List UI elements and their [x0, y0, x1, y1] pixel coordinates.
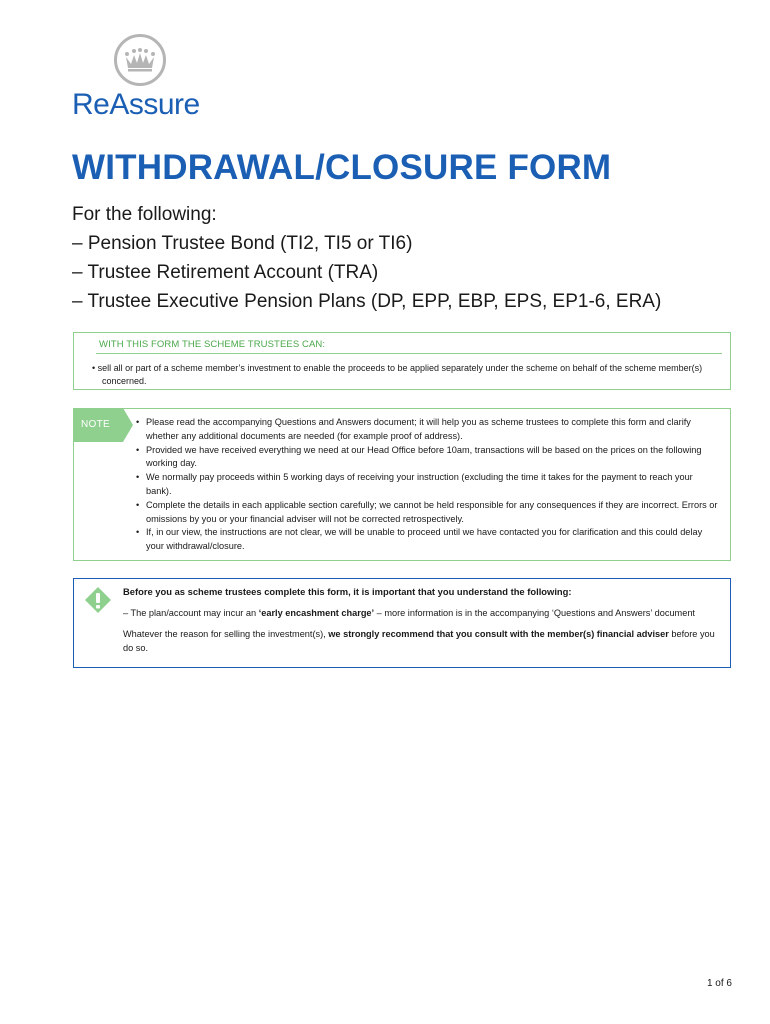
- warning-box: [73, 578, 731, 668]
- note-box: [73, 408, 731, 561]
- page-number: 1 of 6: [706, 978, 732, 989]
- note-item: • We normally pay proceeds within 5 working days of receiving your instruction (excluding the time it takes for the payment to reach your bank).: [134, 471, 720, 499]
- warning-advice: [123, 628, 718, 655]
- warning-charge-suffix: – more information is in the accompanying ‘Questions and Answers’ document: [374, 607, 695, 618]
- note-item: • If, in our view, the instructions are not clear, we will be unable to proceed until we have contacted you for clarification and this could delay your withdrawal/closure.: [134, 526, 720, 554]
- note-list: [134, 416, 720, 554]
- warning-advice-suffix: before you do so.: [123, 629, 715, 653]
- trustees-box-item: • sell all or part of a scheme member’s investment to enable the proceeds to be applied separately under the scheme on behalf of the scheme member(s) concerned.: [92, 363, 703, 386]
- warning-charge-prefix: – The plan/account may incur an: [123, 607, 259, 618]
- trustees-can-box: [73, 332, 731, 390]
- warning-charge-bold: ‘early encashment charge’: [258, 607, 375, 618]
- warning-content: [123, 585, 718, 655]
- note-item: • Provided we have received everything we need at our Head Office before 10am, transactions will be based on the prices on the following working day.: [134, 444, 720, 472]
- note-tab: [73, 408, 123, 442]
- product-item: – Pension Trustee Bond (TI2, TI5 or TI6): [72, 233, 413, 254]
- trustees-box-heading: WITH THIS FORM THE SCHEME TRUSTEES CAN:: [99, 339, 326, 350]
- note-label: NOTE: [81, 419, 110, 430]
- exclamation-icon: [85, 587, 111, 613]
- note-item: • Please read the accompanying Questions and Answers document; it will help you as scheme trustees to complete this form and clarify whether any additional documents are needed (for example proof of address).: [134, 416, 720, 444]
- product-item: – Trustee Retirement Account (TRA): [72, 262, 379, 283]
- form-title: WITHDRAWAL/CLOSURE FORM: [72, 148, 612, 187]
- divider: [96, 353, 722, 354]
- crown-icon: [114, 34, 166, 86]
- warning-heading: Before you as scheme trustees complete this form, it is important that you understand the following:: [123, 586, 572, 597]
- intro-section: [72, 200, 661, 316]
- warning-advice-prefix: Whatever the reason for selling the investment(s),: [123, 629, 329, 639]
- note-item: • Complete the details in each applicable section carefully; we cannot be held responsible for any consequences if they are incorrect. Errors or omissions by you or your financial adviser will not be corrected retrospectively.: [134, 499, 720, 527]
- warning-charge-note: [123, 607, 718, 621]
- warning-advice-bold: we strongly recommend that you consult with the member(s) financial adviser: [328, 629, 669, 639]
- intro-heading: For the following:: [72, 204, 217, 225]
- logo-wordmark: ReAssure: [72, 88, 200, 121]
- product-item: – Trustee Executive Pension Plans (DP, EPP, EBP, EPS, EP1-6, ERA): [72, 291, 662, 312]
- reassure-logo: [72, 34, 222, 124]
